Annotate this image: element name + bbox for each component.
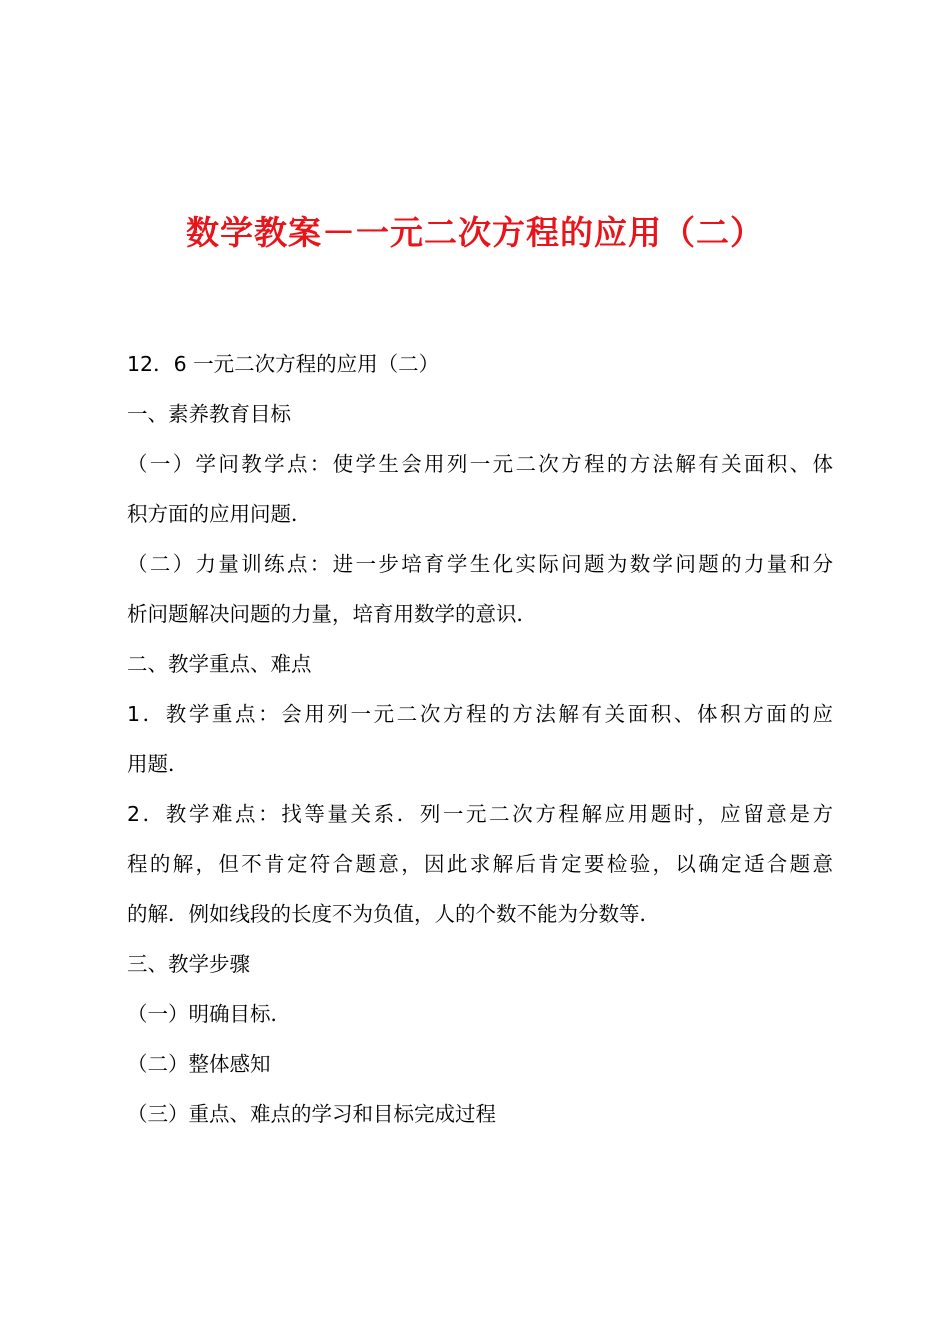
paragraph-line: 用题．: [127, 752, 189, 776]
paragraph-line: 12．6 一元二次方程的应用（二）: [127, 352, 440, 376]
paragraph-line: 程的解，但不肯定符合题意，因此求解后肯定要检验，以确定适合题意: [127, 852, 833, 876]
paragraph-line: 积方面的应用问题．: [127, 502, 312, 526]
paragraph-line: （三）重点、难点的学习和目标完成过程: [127, 1102, 496, 1126]
paragraph-line: （一）学问教学点：使学生会用列一元二次方程的方法解有关面积、体: [127, 452, 833, 476]
paragraph-line: 的解．例如线段的长度不为负值，人的个数不能为分数等．: [127, 902, 660, 926]
paragraph-line: 2．教学难点：找等量关系．列一元二次方程解应用题时，应留意是方: [127, 802, 833, 826]
paragraph-line: （二）整体感知: [127, 1052, 271, 1076]
paragraph-line: 1．教学重点：会用列一元二次方程的方法解有关面积、体积方面的应: [127, 702, 833, 726]
paragraph-line: 析问题解决问题的力量，培育用数学的意识．: [127, 602, 537, 626]
document-body: [127, 339, 833, 1139]
paragraph-line: 一、素养教育目标: [127, 402, 291, 426]
paragraph-line: 二、教学重点、难点: [127, 652, 312, 676]
paragraph-line: 三、教学步骤: [127, 952, 250, 976]
document-title: 数学教案－一元二次方程的应用（二）: [186, 213, 764, 252]
paragraph-line: （二）力量训练点：进一步培育学生化实际问题为数学问题的力量和分: [127, 552, 833, 576]
paragraph-line: （一）明确目标．: [127, 1002, 291, 1026]
